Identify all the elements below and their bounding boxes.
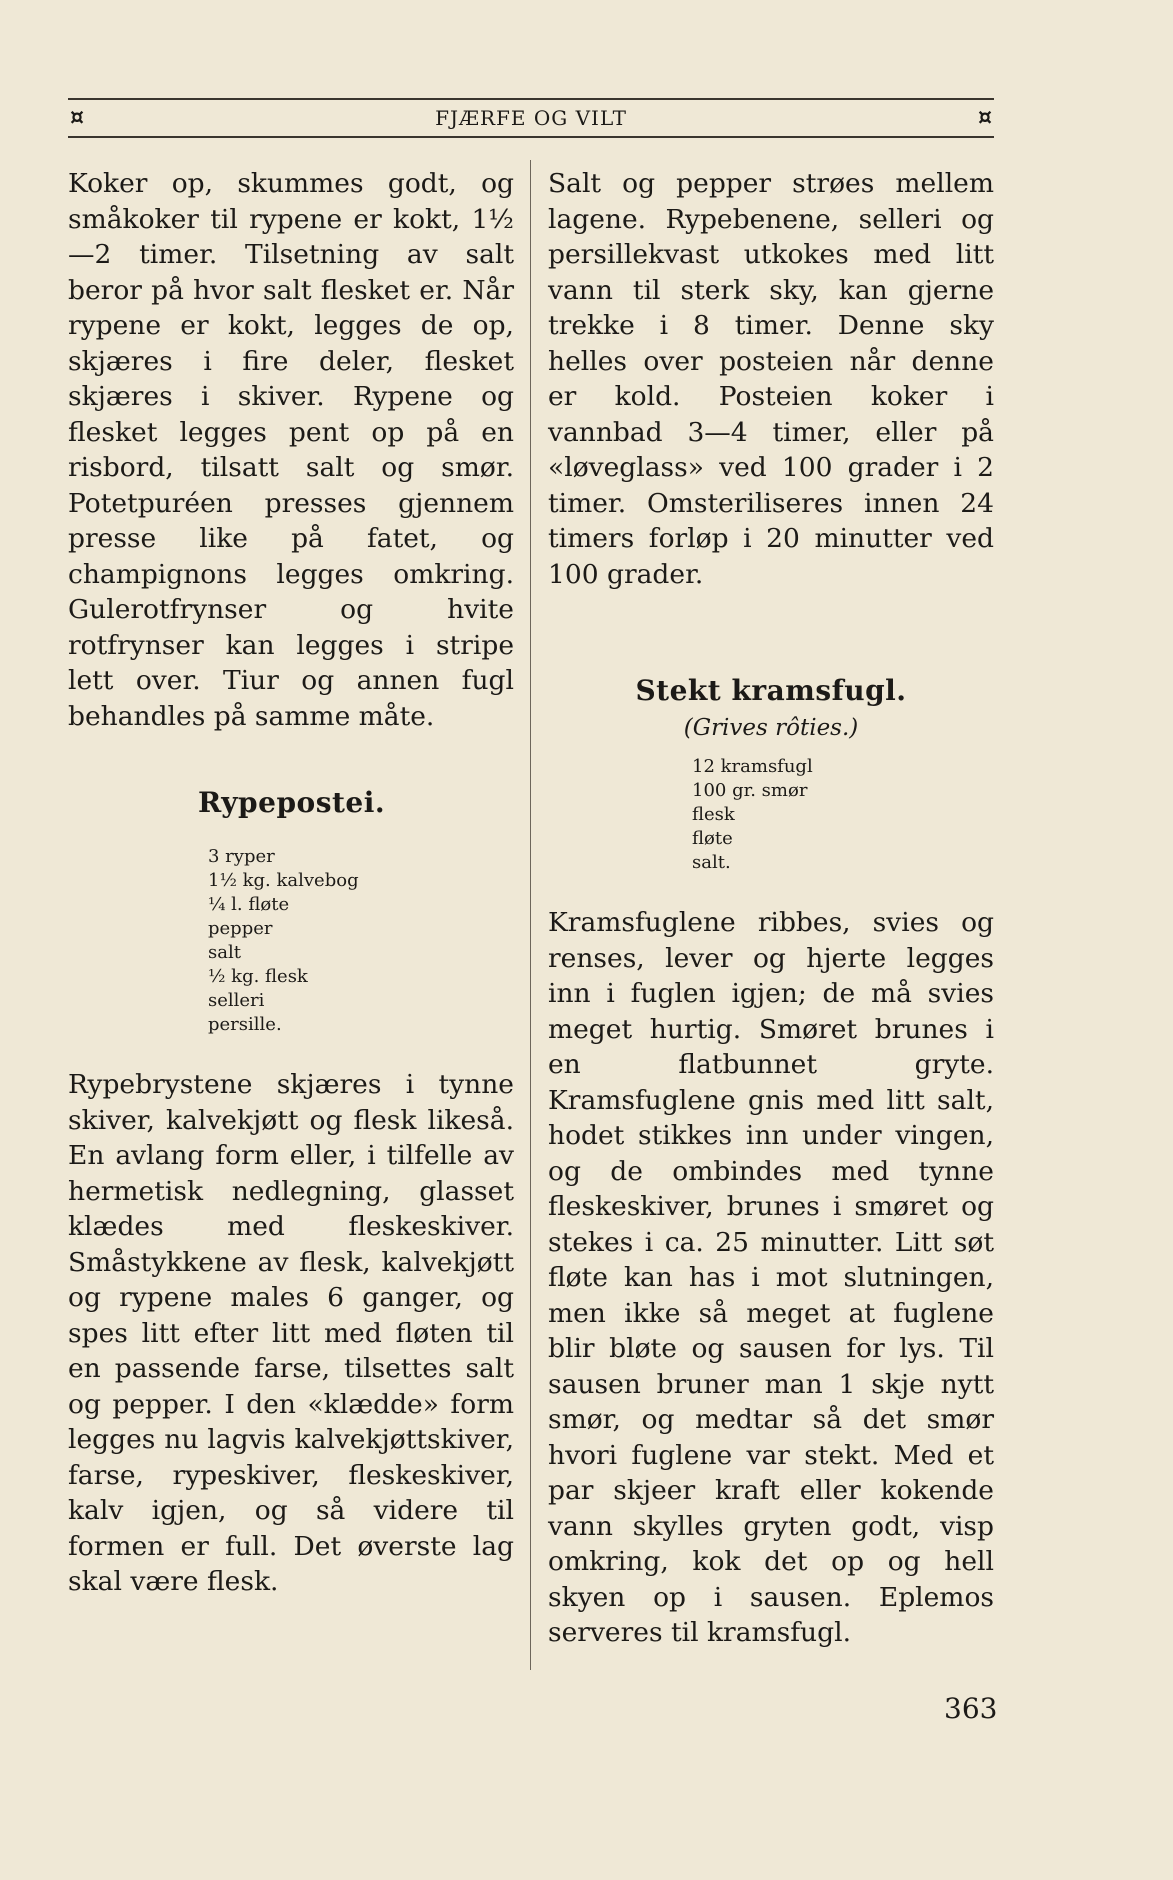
ingredient-item: ¼ l. fløte [208, 894, 290, 915]
running-header [68, 98, 994, 138]
ingredient-item: salt [208, 942, 241, 963]
ingredient-item: ½ kg. flesk [208, 966, 308, 987]
column-divider [530, 160, 531, 1670]
left-column [68, 166, 514, 1600]
recipe-subtitle: (Grives rôties.) [683, 715, 859, 741]
ingredient-item: salt. [692, 852, 731, 873]
ingredient-list [692, 755, 994, 875]
ingredient-item: flesk [692, 804, 735, 825]
ingredient-item: 12 kramsfugl [692, 756, 813, 777]
paragraph: Koker op, skummes godt, og småkoker til rypene er kokt, 1½—2 timer. Tilsetning av salt beror på hvor salt flesket er. Når rypene er kokt, legges de op, skjæres i fire deler, flesket skjæres i skiver. Rypene og flesket legges pent op på en risbord, tilsatt salt og smør. Potetpuréen presses gjennem presse like på fatet, og champignons legges omkring. Gulerotfrynser og hvite rotfrynser kan legges i stripe lett over. Tiur og annen fugl behandles på samme måte. [68, 168, 514, 732]
header-ornament-left: ¤ [70, 104, 84, 130]
page-number: 363 [944, 1692, 998, 1725]
paragraph: Kramsfuglene ribbes, svies og renses, lever og hjerte legges inn i fuglen igjen; de må svies meget hurtig. Smøret brunes i en flatbunnet gryte. Kramsfuglene gnis med litt salt, hodet stikkes inn under vingen, og de ombindes med tynne fleskeskiver, brunes i smøret og stekes i ca. 25 minutter. Litt søt fløte kan has i mot slutningen, men ikke så meget at fuglene blir bløte og sausen for lys. Til sausen bruner man 1 skje nytt smør, og medtar så det smør hvori fuglene var stekt. Med et par skjeer kraft eller kokende vann skylles gryten godt, visp omkring, kok det op og hell skyen op i sausen. Eplemos serveres til kramsfugl. [548, 907, 994, 1648]
ingredient-list [208, 845, 514, 1037]
recipe-title: Stekt kramsfugl. [635, 674, 907, 707]
ingredient-item: pepper [208, 918, 273, 939]
header-title: FJÆRFE OG VILT [435, 106, 627, 130]
ingredient-item: selleri [208, 990, 265, 1011]
right-column [548, 166, 994, 1651]
ingredient-item: fløte [692, 828, 733, 849]
ingredient-item: 100 gr. smør [692, 780, 808, 801]
ingredient-item: 1½ kg. kalvebog [208, 870, 359, 891]
ingredient-item: persille. [208, 1014, 282, 1035]
recipe-title: Rypepostei. [198, 786, 386, 819]
paragraph: Rypebrystene skjæres i tynne skiver, kalvekjøtt og flesk likeså. En avlang form eller, i tilfelle av hermetisk nedlegning, glasset klædes med fleskeskiver. Småstykkene av flesk, kalvekjøtt og rypene males 6 ganger, og spes litt efter litt med fløten til en passende farse, tilsettes salt og pepper. I den «klædde» form legges nu lagvis kalvekjøttskiver, farse, rypeskiver, fleskeskiver, kalv igjen, og så videre til formen er full. Det øverste lag skal være flesk. [68, 1069, 514, 1597]
paragraph: Salt og pepper strøes mellem lagene. Rypebenene, selleri og persillekvast utkokes med litt vann til sterk sky, kan gjerne trekke i 8 timer. Denne sky helles over posteien når denne er kold. Posteien koker i vannbad 3—4 timer, eller på «løveglass» ved 100 grader i 2 timer. Omsteriliseres innen 24 timers forløp i 20 minutter ved 100 grader. [548, 168, 994, 590]
ingredient-item: 3 ryper [208, 846, 275, 867]
header-ornament-right: ¤ [978, 104, 992, 130]
